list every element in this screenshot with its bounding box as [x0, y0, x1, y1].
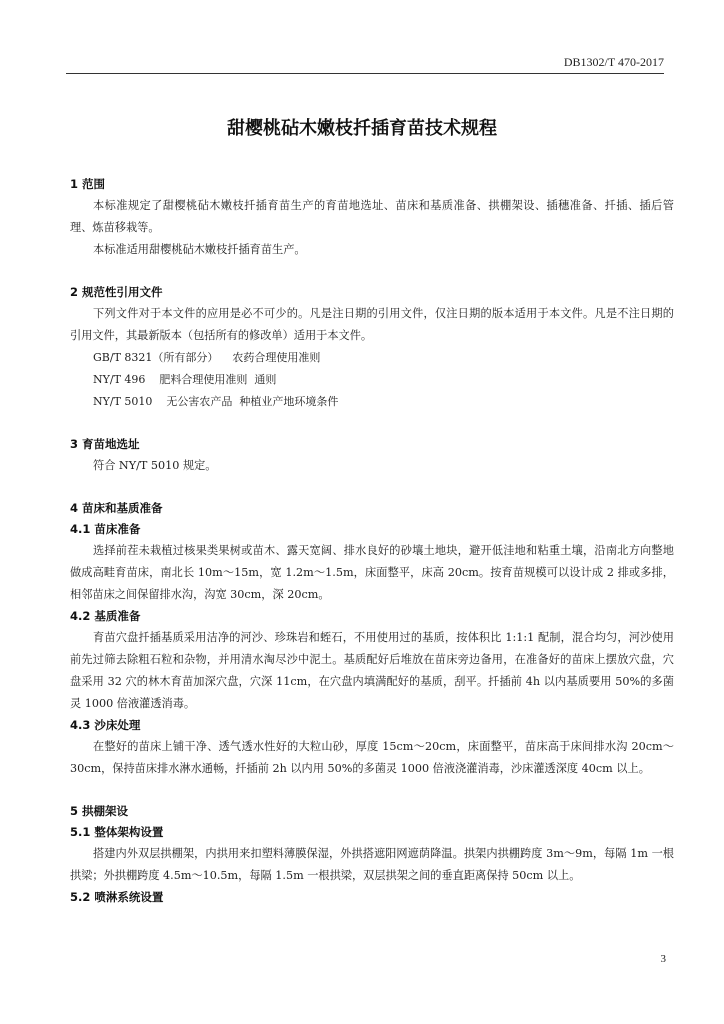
subsection-heading: 5.2 喷淋系统设置: [70, 890, 164, 904]
paragraph: 选择前茬未栽植过核果类果树或苗木、露天宽阔、排水良好的砂壤土地块，避开低洼地和粘重土壤，沿南北方向整地做成高畦育苗床，南北长 10m～15m，宽 1.2m～1.5m，床面整平，床高 20cm。按育苗规模可以设计成 2 排或多排，相邻苗床之间保留排水沟，沟宽 30cm，深 20cm。: [70, 544, 674, 601]
section-heading-site-selection: 3 育苗地选址: [70, 437, 140, 451]
paragraph: 符合 NY/T 5010 规定。: [93, 459, 217, 472]
document-code: DB1302/T 470-2017: [563, 55, 664, 69]
document-body: [70, 173, 674, 908]
paragraph: 搭建内外双层拱棚架，内拱用来扣塑料薄膜保湿，外拱搭遮阳网遮荫降温。拱架内拱棚跨度 3m～9m，每隔 1m 一根拱梁；外拱棚跨度 4.5m～10.5m，每隔 1.5m 一根拱梁，双层拱架之间的垂直距离保持 50cm 以上。: [70, 847, 674, 882]
section-heading-references: 2 规范性引用文件: [70, 285, 163, 299]
paragraph: 育苗穴盘扦插基质采用洁净的河沙、珍珠岩和蛭石，不用使用过的基质，按体积比 1:1:1 配制，混合均匀，河沙使用前先过筛去除粗石粒和杂物，并用清水淘尽沙中泥土。基质配好后堆放在苗床旁边备用，在准备好的苗床上摆放穴盘，穴盘采用 32 穴的林木育苗加深穴盘，穴深 11cm，在穴盘内填满配好的基质，刮平。扦插前 4h 以内基质要用 50%的多菌灵 1000 倍液灌透消毒。: [70, 631, 674, 710]
reference-code: NY/T 5010: [93, 395, 153, 408]
paragraph: 本标准适用甜樱桃砧木嫩枝扦插育苗生产。: [93, 243, 306, 256]
section-heading-bed-substrate: 4 苗床和基质准备: [70, 501, 163, 515]
page-number: 3: [660, 953, 666, 965]
reference-code: GB/T 8321（所有部分）: [93, 351, 219, 364]
reference-item: [70, 369, 674, 391]
reference-name: 农药合理使用准则: [232, 351, 321, 364]
paragraph: 本标准规定了甜樱桃砧木嫩枝扦插育苗生产的育苗地选址、苗床和基质准备、拱棚架设、插穗准备、扦插、插后管理、炼苗移栽等。: [70, 199, 674, 234]
section-heading-scope: 1 范围: [70, 177, 106, 191]
reference-item: [70, 391, 674, 413]
subsection-heading: 4.3 沙床处理: [70, 718, 141, 732]
reference-item: [70, 347, 674, 369]
paragraph: 在整好的苗床上铺干净、透气透水性好的大粒山砂，厚度 15cm～20cm，床面整平，苗床高于床间排水沟 20cm～30cm，保持苗床排水淋水通畅，扦插前 2h 以内用 50%的多菌灵 1000 倍液浇灌消毒，沙床灌透深度 40cm 以上。: [70, 740, 674, 775]
subsection-heading: 4.1 苗床准备: [70, 522, 141, 536]
subsection-heading: 5.1 整体架构设置: [70, 825, 164, 839]
subsection-heading: 4.2 基质准备: [70, 609, 141, 623]
document-title: 甜樱桃砧木嫩枝扦插育苗技术规程: [227, 118, 497, 139]
header-rule: [66, 73, 664, 74]
section-heading-arch-shed: 5 拱棚架设: [70, 804, 129, 818]
reference-name: 无公害农产品 种植业产地环境条件: [166, 395, 339, 408]
reference-code: NY/T 496: [93, 373, 146, 386]
paragraph: 下列文件对于本文件的应用是必不可少的。凡是注日期的引用文件，仅注日期的版本适用于本文件。凡是不注日期的引用文件，其最新版本（包括所有的修改单）适用于本文件。: [70, 307, 674, 342]
reference-name: 肥料合理使用准则 通则: [159, 373, 277, 386]
